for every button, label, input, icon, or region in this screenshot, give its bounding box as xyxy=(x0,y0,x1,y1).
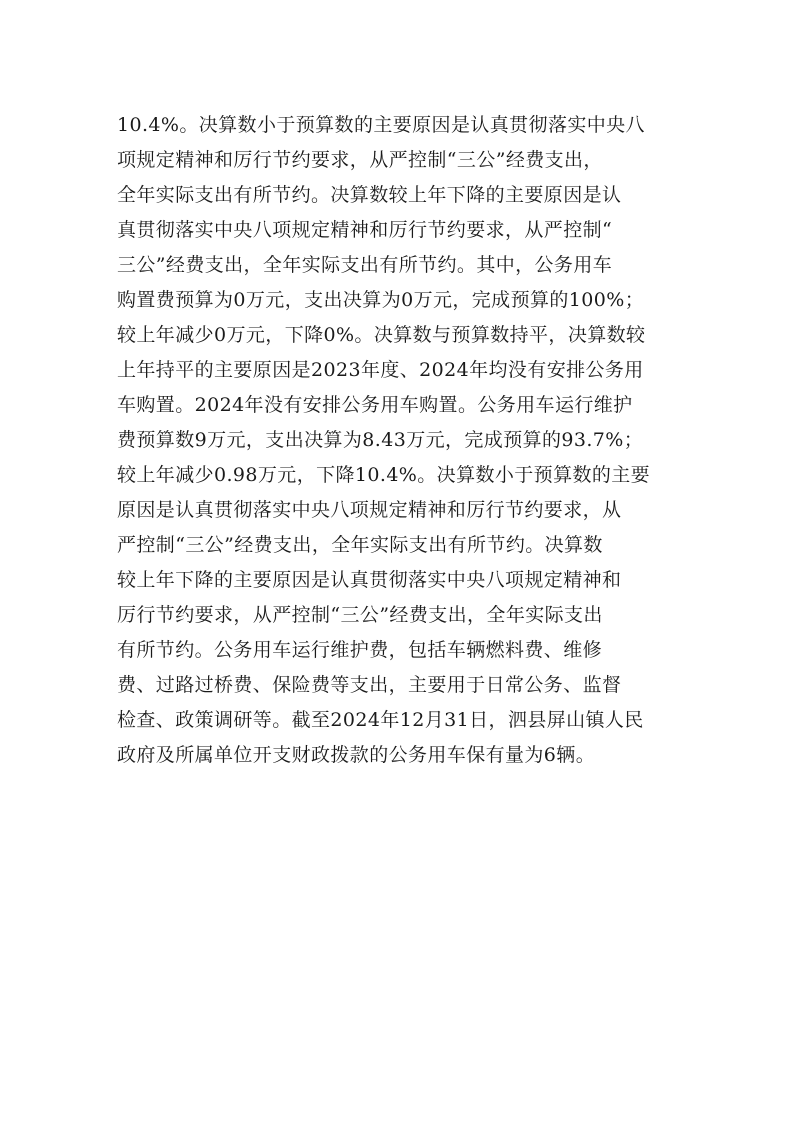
text-line: 全年实际支出有所节约。决算数较上年下降的主要原因是认 xyxy=(117,184,622,206)
text-line: 较上年减少0.98万元，下降10.4%。决算数小于预算数的主要 xyxy=(117,464,651,486)
text-line: 较上年减少0万元，下降0%。决算数与预算数持平，决算数较 xyxy=(117,324,646,346)
text-line: 项规定精神和厉行节约要求，从严控制“三公”经费支出， xyxy=(117,149,603,171)
body-paragraph xyxy=(117,108,717,773)
text-line: 有所节约。公务用车运行维护费，包括车辆燃料费、维修 xyxy=(117,639,603,661)
text-line: 真贯彻落实中央八项规定精神和厉行节约要求，从严控制“ xyxy=(117,219,613,241)
text-line: 上年持平的主要原因是2023年度、2024年均没有安排公务用 xyxy=(117,359,644,381)
text-line: 购置费预算为0万元，支出决算为0万元，完成预算的100%； xyxy=(117,289,645,311)
text-line: 政府及所属单位开支财政拨款的公务用车保有量为6辆。 xyxy=(117,744,596,766)
text-line: 10.4%。决算数小于预算数的主要原因是认真贯彻落实中央八 xyxy=(117,114,645,136)
text-line: 厉行节约要求，从严控制“三公”经费支出，全年实际支出 xyxy=(117,604,603,626)
text-line: 检查、政策调研等。截至2024年12月31日，泗县屏山镇人民 xyxy=(117,709,644,731)
text-line: 三公”经费支出，全年实际支出有所节约。其中，公务用车 xyxy=(117,254,613,276)
text-line: 较上年下降的主要原因是认真贯彻落实中央八项规定精神和 xyxy=(117,569,622,591)
text-line: 车购置。2024年没有安排公务用车购置。公务用车运行维护 xyxy=(117,394,633,416)
text-line: 费预算数9万元，支出决算为8.43万元，完成预算的93.7%； xyxy=(117,429,644,451)
text-line: 严控制“三公”经费支出，全年实际支出有所节约。决算数 xyxy=(117,534,603,556)
text-line: 费、过路过桥费、保险费等支出，主要用于日常公务、监督 xyxy=(117,674,622,696)
text-line: 原因是认真贯彻落实中央八项规定精神和厉行节约要求，从 xyxy=(117,499,622,521)
